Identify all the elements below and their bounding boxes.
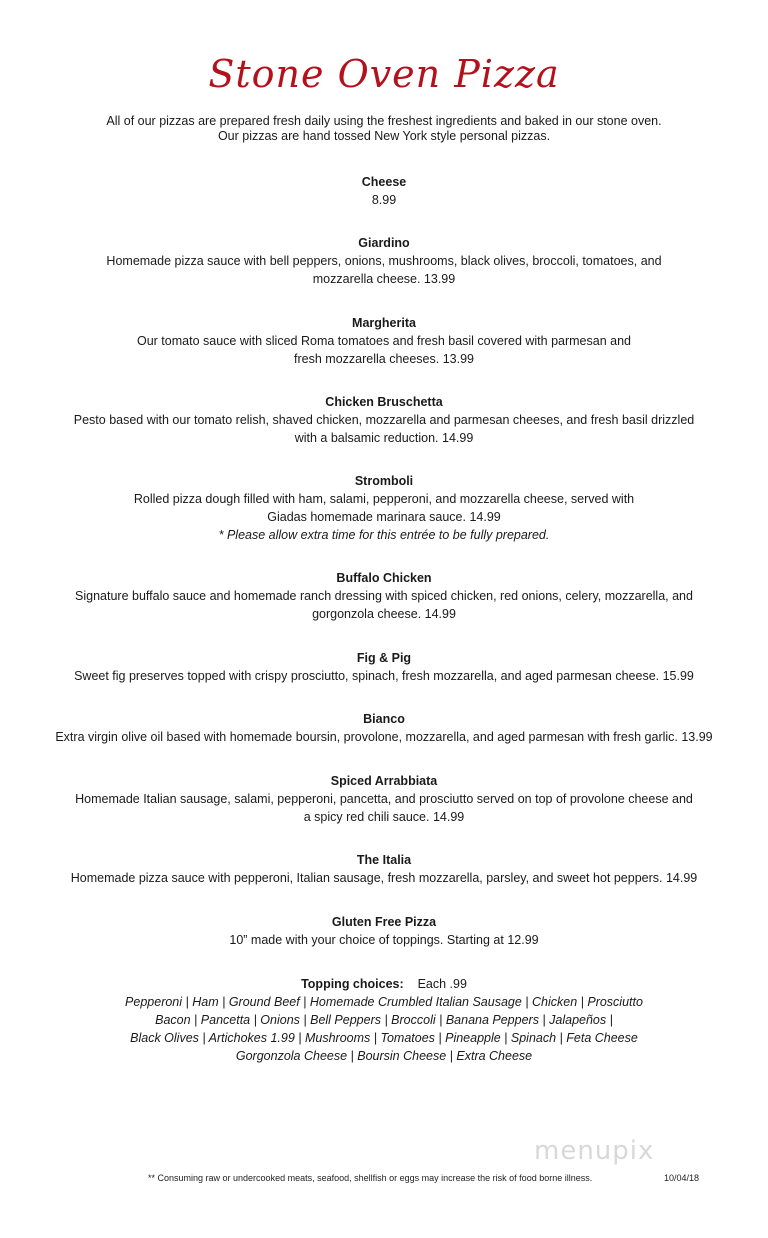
item-name: Stromboli <box>354 474 414 488</box>
menu-item-buffalo-chicken <box>40 569 728 623</box>
menu-item-chicken-bruschetta <box>40 393 728 447</box>
item-description: Our tomato sauce with sliced Roma tomatoes and fresh basil covered with parmesan and <box>137 334 631 348</box>
item-description: Homemade Italian sausage, salami, pepperoni, pancetta, and prosciutto served on top of provolone cheese and <box>75 792 693 806</box>
item-name: Gluten Free Pizza <box>331 915 437 929</box>
topping-header <box>40 975 728 993</box>
item-name: Bianco <box>363 712 405 726</box>
menu-item-bianco <box>40 710 728 746</box>
item-name: Giardino <box>358 236 410 250</box>
item-description: Pesto based with our tomato relish, shaved chicken, mozzarella and parmesan cheeses, and fresh basil drizzled <box>73 413 695 427</box>
topping-list-line: Black Olives | Artichokes 1.99 | Mushrooms | Tomatoes | Pineapple | Spinach | Feta Cheese <box>130 1031 638 1045</box>
menu-item-fig-and-pig <box>40 649 728 685</box>
item-description: gorgonzola cheese. 14.99 <box>312 607 456 621</box>
menu-item-stromboli <box>40 472 728 544</box>
topping-price: Each .99 <box>417 977 467 991</box>
item-name: Margherita <box>352 316 416 330</box>
topping-list-line: Pepperoni | Ham | Ground Beef | Homemade Crumbled Italian Sausage | Chicken | Prosciutto <box>125 995 643 1009</box>
menu-item-spiced-arrabbiata <box>40 772 728 826</box>
item-description: with a balsamic reduction. 14.99 <box>294 431 474 445</box>
item-description: 10” made with your choice of toppings. Starting at 12.99 <box>229 933 539 947</box>
page-title: Stone Oven Pizza <box>208 52 560 96</box>
item-name: Buffalo Chicken <box>336 571 432 585</box>
item-description: mozzarella cheese. 13.99 <box>312 272 456 286</box>
menu-item-margherita <box>40 314 728 368</box>
item-description: Homemade pizza sauce with bell peppers, onions, mushrooms, black olives, broccoli, tomatoes, and <box>106 254 662 268</box>
item-description: a spicy red chili sauce. 14.99 <box>303 810 465 824</box>
item-price: 8.99 <box>371 193 397 207</box>
intro-line: Our pizzas are hand tossed New York style personal pizzas. <box>217 129 551 143</box>
intro-line: All of our pizzas are prepared fresh daily using the freshest ingredients and baked in our stone oven. <box>106 114 662 128</box>
topping-choices <box>40 975 728 1065</box>
item-description: Extra virgin olive oil based with homemade boursin, provolone, mozzarella, and aged parmesan with fresh garlic. 13.99 <box>55 730 713 744</box>
item-description: Homemade pizza sauce with pepperoni, Italian sausage, fresh mozzarella, parsley, and sweet hot peppers. 14.99 <box>70 871 698 885</box>
item-description: Giadas homemade marinara sauce. 14.99 <box>267 510 501 524</box>
menu-item-cheese <box>40 173 728 209</box>
footer-disclaimer: ** Consuming raw or undercooked meats, seafood, shellfish or eggs may increase the risk of food borne illness. <box>148 1173 593 1183</box>
topping-list-line: Bacon | Pancetta | Onions | Bell Peppers | Broccoli | Banana Peppers | Jalapeños | <box>155 1013 613 1027</box>
item-name: The Italia <box>356 853 412 867</box>
item-note: * Please allow extra time for this entrée to be fully prepared. <box>218 528 550 542</box>
menu-item-gluten-free <box>40 913 728 949</box>
intro-text <box>60 114 708 144</box>
item-description: fresh mozzarella cheeses. 13.99 <box>294 352 474 366</box>
item-description: Rolled pizza dough filled with ham, salami, pepperoni, and mozzarella cheese, served with <box>133 492 635 506</box>
watermark-logo: menupix <box>534 1136 655 1166</box>
item-name: Spiced Arrabbiata <box>330 774 438 788</box>
item-description: Signature buffalo sauce and homemade ranch dressing with spiced chicken, red onions, celery, mozzarella, and <box>75 589 693 603</box>
menu-item-the-italia <box>40 851 728 887</box>
menu-item-giardino <box>40 234 728 288</box>
item-description: Sweet fig preserves topped with crispy prosciutto, spinach, fresh mozzarella, and aged parmesan cheese. 15.99 <box>74 669 694 683</box>
topping-list-line: Gorgonzola Cheese | Boursin Cheese | Extra Cheese <box>235 1049 533 1063</box>
item-name: Fig & Pig <box>356 651 412 665</box>
topping-label: Topping choices: <box>301 977 404 991</box>
item-name: Cheese <box>361 175 407 189</box>
footer-date: 10/04/18 <box>664 1173 700 1183</box>
item-name: Chicken Bruschetta <box>325 395 443 409</box>
